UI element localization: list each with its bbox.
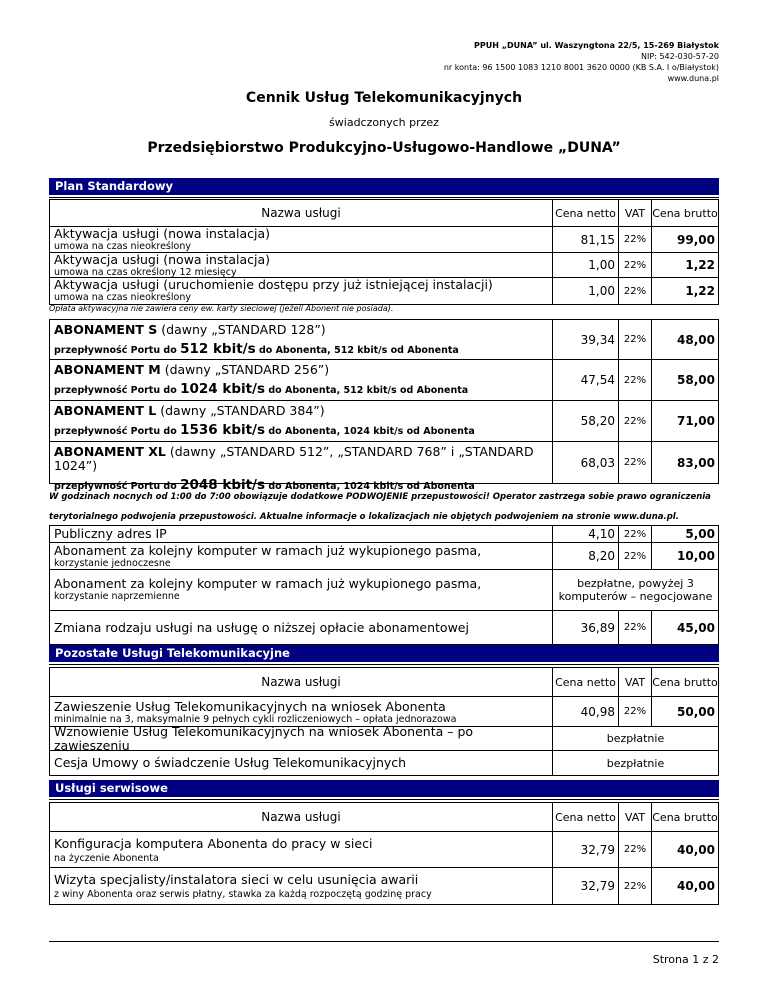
plan-old-name: (dawny „STANDARD 512”, „STANDARD 768” i „STANDARD 1024”) [54,444,534,473]
vat-rate: 22% [619,360,652,400]
col-header-brutto: Cena brutto [652,675,718,689]
price-netto: 40,98 [553,697,619,726]
row-sub: minimalnie na 3, maksymalnie 9 pełnych cykli rozliczeniowych – opłata jednorazowa [54,714,457,725]
price-brutto: 40,00 [677,842,715,857]
plan-speed-post: do Abonenta, 1024 kbit/s od Abonenta [265,426,475,437]
col-header-name: Nazwa usługi [50,200,553,226]
table-header-row [50,200,718,227]
table-row [50,543,718,570]
table-row [50,832,718,868]
service-table [49,802,719,905]
price-brutto: 83,00 [677,455,715,470]
plan-speed-pre: przepływność Portu do [54,385,181,396]
vat-rate: 22% [619,320,652,359]
price-netto: 32,79 [553,832,619,867]
plan-old-name: (dawny „STANDARD 256”) [160,362,330,377]
col-header-brutto: Cena brutto [652,810,718,824]
row-name: Konfiguracja komputera Abonenta do pracy w sieci [54,836,373,851]
table-header-row [50,803,718,832]
price-netto: 39,34 [553,320,619,359]
free-label: bezpłatnie [606,732,665,745]
company-www: www.duna.pl [667,74,719,83]
section-header-other: Pozostałe Usługi Telekomunikacyjne [49,645,719,662]
company-header [444,40,719,84]
row-name: Cesja Umowy o świadczenie Usług Telekomunikacyjnych [54,755,407,770]
row-name: Zmiana rodzaju usługi na usługę o niższej opłacie abonamentowej [54,619,469,635]
col-header-vat: VAT [619,668,652,696]
company-nip: NIP: 542-030-57-20 [641,52,719,61]
plan-speed-line [54,341,552,357]
plan-name: ABONAMENT M [54,362,161,377]
page-title: Cennik Usług Telekomunikacyjnych [245,90,523,106]
row-name: Aktywacja usługi (nowa instalacja) [54,252,271,267]
row-name: Abonament za kolejny komputer w ramach już wykupionego pasma, [54,543,482,558]
vat-rate: 22% [619,442,652,483]
free-label: bezpłatnie [606,756,665,770]
vat-rate: 22% [619,611,652,644]
vat-rate: 22% [619,401,652,441]
price-brutto: 48,00 [677,332,715,347]
price-netto: 4,10 [553,526,619,542]
table-row [50,611,718,644]
plan-speed-line [54,422,552,438]
price-netto: 32,79 [553,868,619,904]
row-name: Publiczny adres IP [54,526,167,541]
table-row [50,320,718,360]
table-row [50,401,718,442]
row-name: Aktywacja usługi (uruchomienie dostępu przy już istniejącej instalacji) [54,277,493,292]
page-subtitle: świadczonych przez [329,116,439,129]
plan-title [54,363,552,377]
plan-title [54,323,552,337]
price-brutto: 58,00 [677,373,715,387]
plan-speed-post: do Abonenta, 1024 kbit/s od Abonenta [265,481,475,492]
col-header-netto: Cena netto [553,668,619,696]
plan-speed: 1536 kbit/s [180,422,266,438]
row-sub: korzystanie jednoczesne [54,558,171,569]
price-netto: 81,15 [553,227,619,252]
extras-table [49,525,719,645]
row-name: Abonament za kolejny komputer w ramach już wykupionego pasma, [54,576,482,591]
plan-name: ABONAMENT L [54,403,157,418]
price-brutto: 1,22 [685,258,715,272]
row-name: Aktywacja usługi (nowa instalacja) [54,226,271,241]
other-services-table [49,667,719,776]
plan-title [54,445,552,473]
table-row [50,697,718,727]
night-bandwidth-note: W godzinach nocnych od 1:00 do 7:00 obowiązuje dodatkowe PODWOJENIE przepustowości! Operator zastrzega sobie prawo ograniczenia terytorialnego podwojenia przepustowości. Aktualne informacje o lokalizacjach nie objętych podwojeniem na stronie www.duna.pl. [49,492,711,522]
plan-speed: 1024 kbit/s [180,381,266,397]
row-sub: umowa na czas określony 12 miesięcy [54,267,237,278]
price-netto: 8,20 [553,543,619,569]
price-brutto: 40,00 [677,879,715,893]
price-brutto: 5,00 [685,527,715,541]
table-row [50,278,718,304]
plan-old-name: (dawny „STANDARD 128”) [157,322,326,337]
table-header-row [50,668,718,697]
company-name: Przedsiębiorstwo Produkcyjno-Usługowo-Handlowe „DUNA” [147,140,621,156]
plan-speed-line [54,381,552,397]
price-netto: 47,54 [553,360,619,400]
table-row [50,751,718,775]
price-brutto: 1,22 [685,284,715,298]
price-brutto: 71,00 [677,414,715,428]
row-name: Wznowienie Usług Telekomunikacyjnych na wniosek Abonenta – po zawieszeniu [54,723,474,753]
row-name: Zawieszenie Usług Telekomunikacyjnych na wniosek Abonenta [54,699,446,714]
price-brutto: 99,00 [677,232,715,247]
plan-speed-post: do Abonenta, 512 kbit/s od Abonenta [265,385,469,396]
price-brutto: 45,00 [677,620,715,635]
plans-table [49,319,719,493]
vat-rate: 22% [619,227,652,252]
vat-rate: 22% [619,868,652,904]
table-row [50,526,718,543]
footer-divider [49,941,719,942]
plan-name: ABONAMENT S [54,322,158,337]
table-row [50,868,718,904]
plan-speed-pre: przepływność Portu do [54,426,181,437]
price-netto: 1,00 [553,278,619,304]
plan-speed-pre: przepływność Portu do [54,345,181,356]
plan-speed-post: do Abonenta, 512 kbit/s od Abonenta [255,345,459,356]
activation-note: Opłata aktywacyjna nie zawiera ceny ew. karty sieciowej (jeżeli Abonent nie posiada). [49,304,394,313]
col-header-netto: Cena netto [553,200,619,226]
price-netto: 36,89 [553,611,619,644]
row-sub: na życzenie Abonenta [54,853,159,864]
table-row [50,227,718,253]
table-row [50,570,718,611]
company-account: nr konta: 96 1500 1083 1210 8001 3620 0000 (KB S.A. I o/Białystok) [443,63,719,72]
plan-name: ABONAMENT XL [54,444,166,459]
row-sub: umowa na czas nieokreślony [54,292,191,303]
col-header-netto: Cena netto [553,803,619,831]
page-number: Strona 1 z 2 [652,953,719,966]
vat-rate: 22% [619,253,652,277]
table-row [50,723,718,753]
col-header-vat: VAT [619,803,652,831]
vat-rate: 22% [619,697,652,726]
price-netto: 58,20 [553,401,619,441]
col-header-brutto: Cena brutto [652,206,718,220]
section-header-service: Usługi serwisowe [49,780,719,797]
price-netto: 68,03 [553,442,619,483]
price-brutto: 50,00 [677,704,715,719]
vat-rate: 22% [619,278,652,304]
row-sub: korzystanie naprzemienne [54,591,180,602]
company-address: PPUH „DUNA” ul. Waszyngtona 22/5, 15-269 Białystok [474,41,719,50]
row-sub: umowa na czas nieokreślony [54,241,191,252]
plan-old-name: (dawny „STANDARD 384”) [156,403,325,418]
section-header-standard: Plan Standardowy [49,178,719,195]
table-row [50,360,718,401]
free-negotiated-label: bezpłatne, powyżej 3 komputerów – negocjowane [558,577,713,603]
price-netto: 1,00 [553,253,619,277]
col-header-name: Nazwa usługi [50,803,553,831]
col-header-vat: VAT [619,200,652,226]
vat-rate: 22% [619,526,652,542]
row-name: Wizyta specjalisty/instalatora sieci w celu usunięcia awarii [54,872,419,887]
price-brutto: 10,00 [677,549,715,563]
vat-rate: 22% [619,832,652,867]
table-row [50,442,718,493]
table-row [50,253,718,278]
plan-speed-pre: przepływność Portu do [54,481,181,492]
activation-table [49,199,719,305]
col-header-name: Nazwa usługi [50,668,553,696]
plan-speed: 2048 kbit/s [180,477,266,493]
plan-speed: 512 kbit/s [180,341,256,357]
plan-title [54,404,552,418]
row-sub: z winy Abonenta oraz serwis płatny, stawka za każdą rozpoczętą godzinę pracy [54,889,432,900]
vat-rate: 22% [619,543,652,569]
